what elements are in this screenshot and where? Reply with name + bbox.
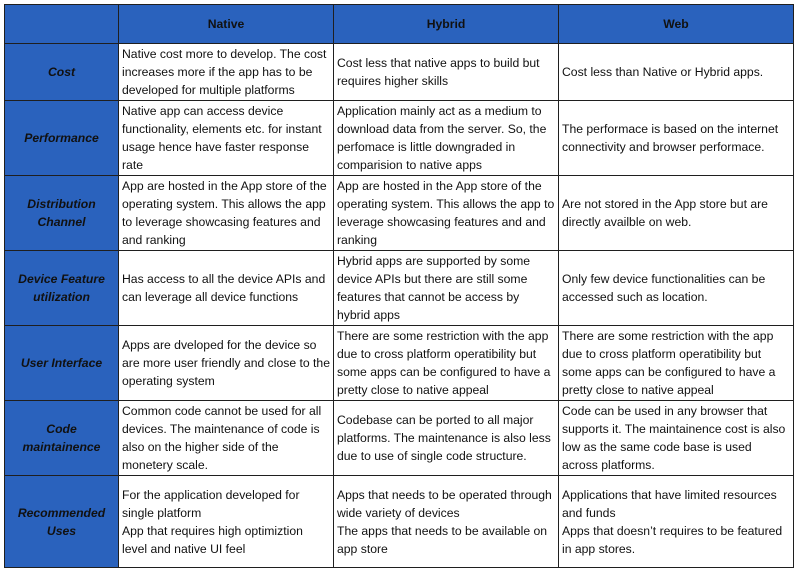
comparison-table (4, 4, 794, 568)
cell-line: App that requires high optimiztion level and native UI feel (122, 523, 303, 556)
row-label: Cost (5, 44, 119, 101)
row-cost (5, 44, 794, 101)
cell-hybrid: Hybrid apps are supported by some device APIs but there are still some features that cannot be access by hybrid apps (334, 251, 559, 326)
cell-hybrid: Cost less that native apps to build but requires higher skills (334, 44, 559, 101)
row-user-interface (5, 326, 794, 401)
header-corner (5, 5, 119, 44)
cell-web: Cost less than Native or Hybrid apps. (559, 44, 794, 101)
header-native: Native (119, 5, 334, 44)
cell-web: Are not stored in the App store but are directly availble on web. (559, 176, 794, 251)
cell-native: Native app can access device functionality, elements etc. for instant usage hence have faster response rate (119, 101, 334, 176)
cell-line: Apps that needs to be operated through wide variety of devices (337, 487, 552, 520)
row-label: Device Feature utilization (5, 251, 119, 326)
row-code-maintainence (5, 401, 794, 476)
row-label: Distribution Channel (5, 176, 119, 251)
header-row (5, 5, 794, 44)
cell-web: Code can be used in any browser that supports it. The maintainence cost is also low as the same code base is used across platforms. (559, 401, 794, 476)
cell-hybrid: Application mainly act as a medium to download data from the server. So, the perfomace is little downgraded in comparision to native apps (334, 101, 559, 176)
cell-native: Common code cannot be used for all devices. The maintenance of code is also on the higher side of the monetery scale. (119, 401, 334, 476)
cell-hybrid: There are some restriction with the app due to cross platform operatibility but some apps can be configured to have a pretty close to native appeal (334, 326, 559, 401)
header-web: Web (559, 5, 794, 44)
cell-web: The performace is based on the internet connectivity and browser performace. (559, 101, 794, 176)
cell-native: Has access to all the device APIs and can leverage all device functions (119, 251, 334, 326)
row-label: Recommended Uses (5, 476, 119, 568)
cell-web: Only few device functionalities can be accessed such as location. (559, 251, 794, 326)
cell-line: Applications that have limited resources and funds (562, 487, 777, 520)
cell-line: The apps that needs to be available on app store (337, 523, 548, 556)
cell-line: Apps that doesn’t requires to be featured in app stores. (562, 523, 783, 556)
cell-native: App are hosted in the App store of the operating system. This allows the app to leverage showcasing features and and ranking (119, 176, 334, 251)
cell-line: For the application developed for single platform (122, 487, 300, 520)
header-hybrid: Hybrid (334, 5, 559, 44)
cell-native: Native cost more to develop. The cost increases more if the app has to be developed for multiple platforms (119, 44, 334, 101)
row-performance (5, 101, 794, 176)
cell-hybrid: Codebase can be ported to all major platforms. The maintenance is also less due to use of single code structure. (334, 401, 559, 476)
row-distribution-channel (5, 176, 794, 251)
cell-web: There are some restriction with the app due to cross platform operatibility but some apps can be configured to have a pretty close to native appeal (559, 326, 794, 401)
row-device-feature-utilization (5, 251, 794, 326)
cell-hybrid: App are hosted in the App store of the operating system. This allows the app to leverage showcasing features and and ranking (334, 176, 559, 251)
row-label: Code maintainence (5, 401, 119, 476)
row-label: Performance (5, 101, 119, 176)
cell-native: Apps are dveloped for the device so are more user friendly and close to the operating system (119, 326, 334, 401)
row-label: User Interface (5, 326, 119, 401)
